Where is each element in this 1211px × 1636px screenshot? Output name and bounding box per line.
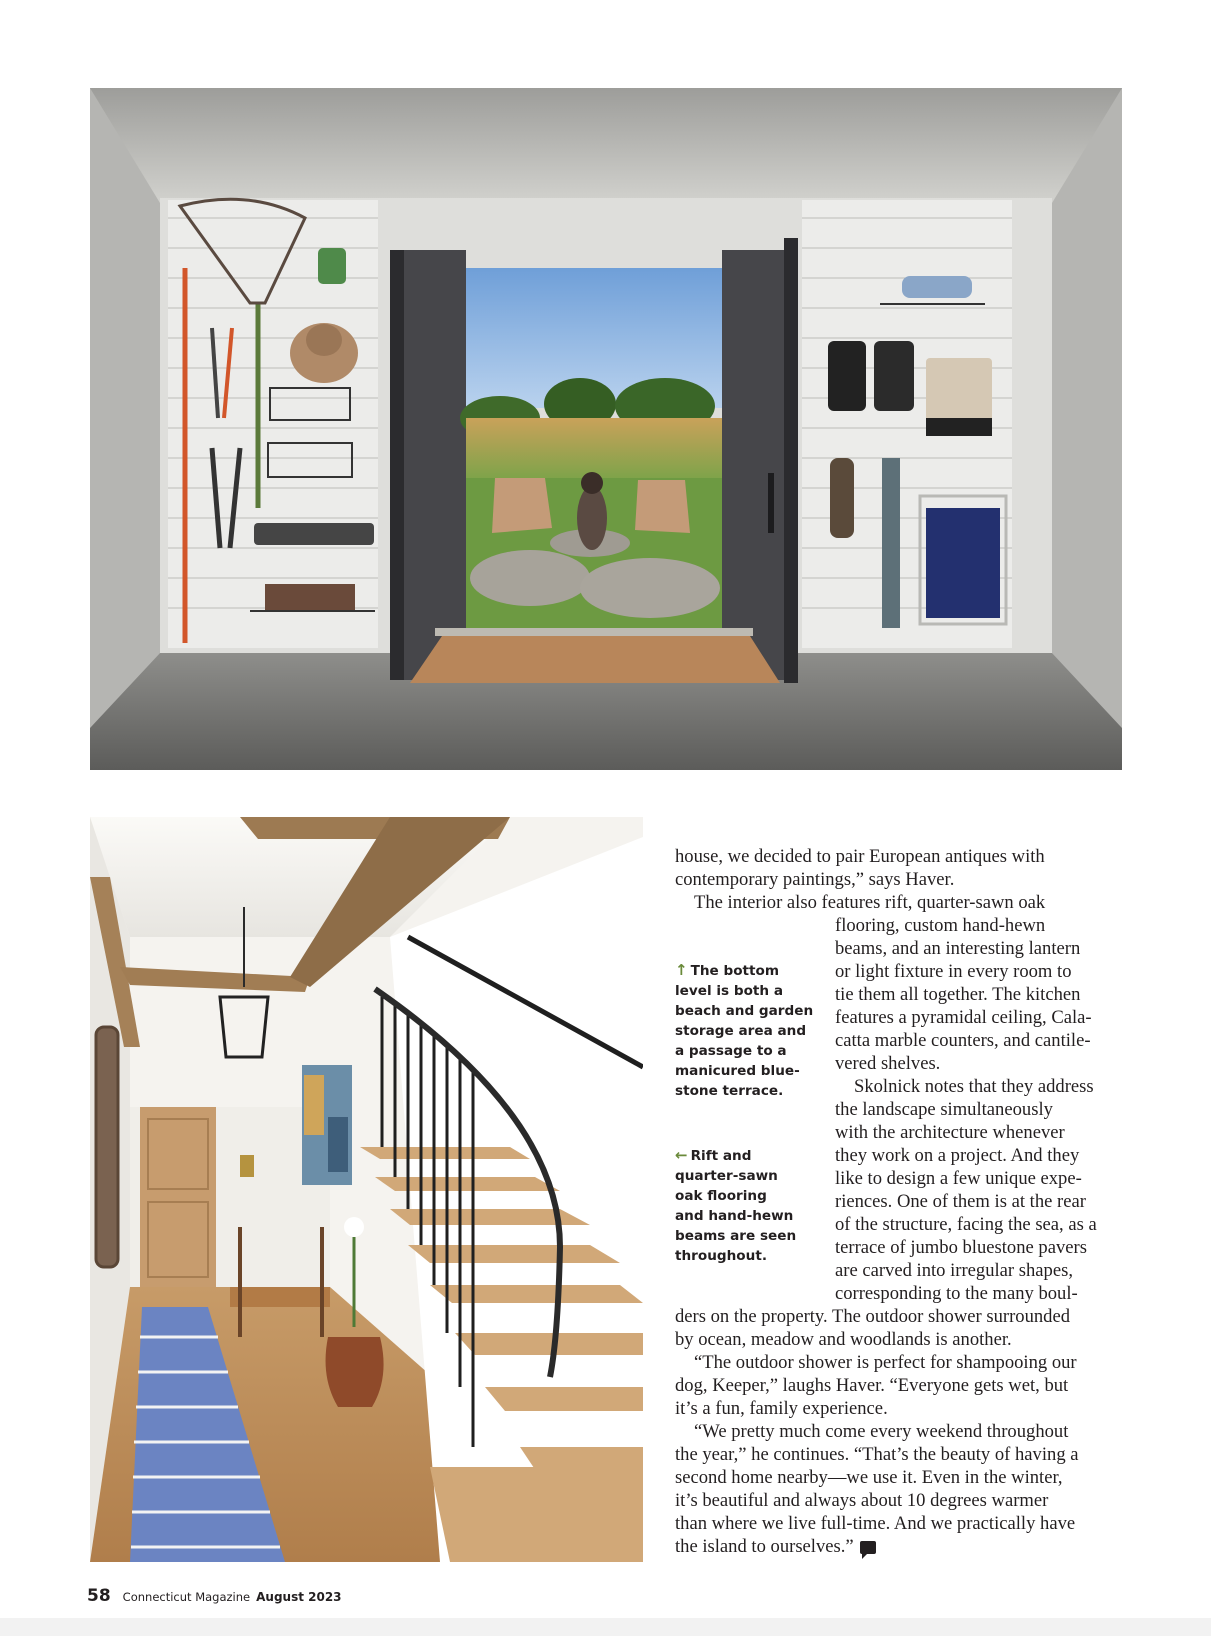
body-line: “The outdoor shower is perfect for shampooing our: [694, 1352, 1077, 1373]
body-line: the landscape simultaneously: [835, 1099, 1053, 1120]
body-line: terrace of jumbo bluestone pavers: [835, 1237, 1087, 1258]
page-number: 58: [87, 1586, 111, 1606]
staircase-hallway-photo: [90, 817, 643, 1562]
body-line: vered shelves.: [835, 1053, 941, 1074]
body-line: dog, Keeper,” laughs Haver. “Everyone gets wet, but: [675, 1375, 1069, 1396]
body-line: The interior also features rift, quarter-sawn oak: [694, 892, 1046, 913]
body-line: Skolnick notes that they address: [854, 1076, 1094, 1097]
speech-bubble-end-mark-icon: [860, 1541, 876, 1554]
body-line: features a pyramidal ceiling, Cala-: [835, 1007, 1092, 1028]
body-line: of the structure, facing the sea, as a: [835, 1214, 1097, 1235]
caption-oak-flooring: ← Rift and quarter-sawn oak flooring and hand-hewn beams are seen throughout.: [675, 1146, 797, 1264]
body-line: beams, and an interesting lantern: [835, 938, 1081, 959]
body-line: they work on a project. And they: [835, 1145, 1080, 1166]
mudroom-photo: [90, 88, 1122, 770]
body-line: like to design a few unique expe-: [835, 1168, 1082, 1189]
body-line: catta marble counters, and cantile-: [835, 1030, 1091, 1051]
body-line: are carved into irregular shapes,: [835, 1260, 1073, 1281]
body-line: by ocean, meadow and woodlands is another.: [675, 1329, 1012, 1350]
body-line: “We pretty much come every weekend throughout: [694, 1421, 1069, 1442]
up-arrow-icon: ↑: [675, 961, 688, 979]
body-line: or light fixture in every room to: [835, 961, 1072, 982]
issue-date: August 2023: [256, 1590, 342, 1604]
hallway-illustration: [90, 817, 643, 1562]
body-line: it’s beautiful and always about 10 degrees warmer: [675, 1490, 1049, 1511]
left-arrow-icon: ←: [675, 1146, 688, 1164]
body-line: riences. One of them is at the rear: [835, 1191, 1086, 1212]
viewer-bottom-band: [0, 1618, 1211, 1636]
body-line-final: the island to ourselves.”: [675, 1535, 1122, 1558]
body-line: the year,” he continues. “That’s the beauty of having a: [675, 1444, 1079, 1465]
body-line: it’s a fun, family experience.: [675, 1398, 888, 1419]
body-line: house, we decided to pair European antiques with: [675, 846, 1045, 867]
mudroom-illustration: [90, 88, 1122, 770]
body-line: second home nearby—we use it. Even in the winter,: [675, 1467, 1063, 1488]
caption-bottom-level: ↑ The bottom level is both a beach and garden storage area and a passage to a manicured blue- stone terrace.: [675, 961, 814, 1099]
body-line: corresponding to the many boul-: [835, 1283, 1078, 1304]
page-footer: [87, 1586, 342, 1610]
body-line: than where we live full-time. And we practically have: [675, 1513, 1076, 1534]
magazine-name: Connecticut Magazine: [122, 1590, 251, 1604]
body-line: ders on the property. The outdoor shower surrounded: [675, 1306, 1071, 1327]
body-line: flooring, custom hand-hewn: [835, 915, 1046, 936]
body-line: contemporary paintings,” says Haver.: [675, 869, 955, 890]
body-line: tie them all together. The kitchen: [835, 984, 1081, 1005]
body-line: with the architecture whenever: [835, 1122, 1065, 1143]
